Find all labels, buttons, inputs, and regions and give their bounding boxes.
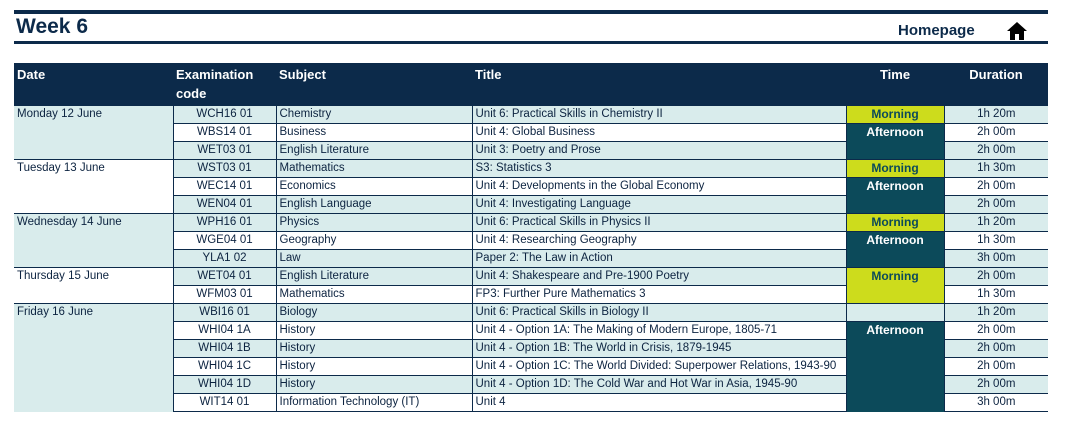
subject-cell: Law — [276, 250, 472, 268]
title-cell: Unit 4: Global Business — [472, 124, 846, 142]
title-cell: Unit 3: Poetry and Prose — [472, 142, 846, 160]
subject-cell: English Literature — [276, 268, 472, 286]
exam-code-cell: WET04 01 — [173, 268, 276, 286]
session-time-cell: Morning — [846, 268, 944, 304]
subject-cell: Information Technology (IT) — [276, 394, 472, 412]
session-time-cell: Morning — [846, 160, 944, 178]
duration-cell: 2h 00m — [944, 376, 1048, 394]
duration-cell: 1h 30m — [944, 232, 1048, 250]
subject-cell: Biology — [276, 304, 472, 322]
exam-code-cell: WHI04 1C — [173, 358, 276, 376]
title-cell: Unit 4: Researching Geography — [472, 232, 846, 250]
duration-cell: 2h 00m — [944, 340, 1048, 358]
table-row — [14, 160, 1048, 178]
exam-code-cell: WEN04 01 — [173, 196, 276, 214]
table-header-row — [14, 63, 1048, 106]
subject-cell: Mathematics — [276, 160, 472, 178]
column-header-time: Time — [846, 63, 944, 106]
exam-code-cell: WIT14 01 — [173, 394, 276, 412]
duration-cell: 3h 00m — [944, 250, 1048, 268]
column-header-date: Date — [14, 63, 173, 106]
session-time-cell: Morning — [846, 214, 944, 232]
duration-cell: 2h 00m — [944, 196, 1048, 214]
duration-cell: 2h 00m — [944, 268, 1048, 286]
table-row — [14, 268, 1048, 286]
title-cell: Unit 6: Practical Skills in Biology II — [472, 304, 846, 322]
title-cell: FP3: Further Pure Mathematics 3 — [472, 286, 846, 304]
exam-code-cell: WHI04 1D — [173, 376, 276, 394]
exam-code-cell: WET03 01 — [173, 142, 276, 160]
column-header-title: Title — [472, 63, 846, 106]
subject-cell: Economics — [276, 178, 472, 196]
date-cell: Thursday 15 June — [14, 268, 173, 304]
exam-code-cell: WFM03 01 — [173, 286, 276, 304]
column-header-duration: Duration — [944, 63, 1048, 106]
duration-cell: 2h 00m — [944, 178, 1048, 196]
subject-cell: Physics — [276, 214, 472, 232]
exam-schedule-table — [14, 63, 1048, 412]
duration-cell: 2h 00m — [944, 358, 1048, 376]
subject-cell: History — [276, 322, 472, 340]
exam-code-cell: WEC14 01 — [173, 178, 276, 196]
exam-code-cell: WBS14 01 — [173, 124, 276, 142]
subject-cell: English Literature — [276, 142, 472, 160]
date-cell: Friday 16 June — [14, 304, 173, 412]
subject-cell: Mathematics — [276, 286, 472, 304]
session-time-cell — [846, 304, 944, 322]
title-cell: Unit 4 — [472, 394, 846, 412]
title-cell: Unit 4: Developments in the Global Economy — [472, 178, 846, 196]
date-cell: Monday 12 June — [14, 106, 173, 160]
title-cell: Unit 4: Investigating Language — [472, 196, 846, 214]
duration-cell: 1h 20m — [944, 304, 1048, 322]
table-body — [14, 106, 1048, 412]
title-cell: Unit 4: Shakespeare and Pre-1900 Poetry — [472, 268, 846, 286]
title-cell: Unit 6: Practical Skills in Physics II — [472, 214, 846, 232]
page-title: Week 6 — [16, 15, 88, 38]
exam-code-cell: WHI04 1A — [173, 322, 276, 340]
header-bottom-rule — [14, 41, 1048, 44]
title-cell: Unit 4 - Option 1B: The World in Crisis, 1879-1945 — [472, 340, 846, 358]
exam-code-cell: WHI04 1B — [173, 340, 276, 358]
subject-cell: History — [276, 358, 472, 376]
title-cell: Paper 2: The Law in Action — [472, 250, 846, 268]
header-top-rule — [14, 10, 1048, 14]
homepage-link[interactable]: Homepage — [898, 22, 975, 39]
subject-cell: Chemistry — [276, 106, 472, 124]
exam-code-cell: WCH16 01 — [173, 106, 276, 124]
duration-cell: 1h 30m — [944, 286, 1048, 304]
exam-code-cell: WST03 01 — [173, 160, 276, 178]
duration-cell: 2h 00m — [944, 322, 1048, 340]
title-cell: Unit 4 - Option 1A: The Making of Modern Europe, 1805-71 — [472, 322, 846, 340]
exam-code-cell: WPH16 01 — [173, 214, 276, 232]
duration-cell: 1h 20m — [944, 106, 1048, 124]
title-cell: Unit 4 - Option 1C: The World Divided: Superpower Relations, 1943-90 — [472, 358, 846, 376]
duration-cell: 1h 20m — [944, 214, 1048, 232]
column-header-subject: Subject — [276, 63, 472, 106]
exam-code-cell: WGE04 01 — [173, 232, 276, 250]
duration-cell: 2h 00m — [944, 124, 1048, 142]
exam-code-cell: WBI16 01 — [173, 304, 276, 322]
subject-cell: History — [276, 376, 472, 394]
session-time-cell: Afternoon — [846, 232, 944, 268]
table-row — [14, 106, 1048, 124]
date-cell: Tuesday 13 June — [14, 160, 173, 214]
subject-cell: Geography — [276, 232, 472, 250]
subject-cell: History — [276, 340, 472, 358]
table-row — [14, 304, 1048, 322]
table-row — [14, 214, 1048, 232]
title-cell: S3: Statistics 3 — [472, 160, 846, 178]
title-cell: Unit 4 - Option 1D: The Cold War and Hot War in Asia, 1945-90 — [472, 376, 846, 394]
subject-cell: English Language — [276, 196, 472, 214]
title-cell: Unit 6: Practical Skills in Chemistry II — [472, 106, 846, 124]
duration-cell: 2h 00m — [944, 142, 1048, 160]
session-time-cell: Afternoon — [846, 124, 944, 160]
date-cell: Wednesday 14 June — [14, 214, 173, 268]
session-time-cell: Afternoon — [846, 178, 944, 214]
session-time-cell: Afternoon — [846, 322, 944, 412]
home-icon[interactable] — [1006, 20, 1028, 42]
duration-cell: 3h 00m — [944, 394, 1048, 412]
exam-code-cell: YLA1 02 — [173, 250, 276, 268]
subject-cell: Business — [276, 124, 472, 142]
duration-cell: 1h 30m — [944, 160, 1048, 178]
column-header-exam-code: Examination code — [173, 63, 276, 106]
session-time-cell: Morning — [846, 106, 944, 124]
